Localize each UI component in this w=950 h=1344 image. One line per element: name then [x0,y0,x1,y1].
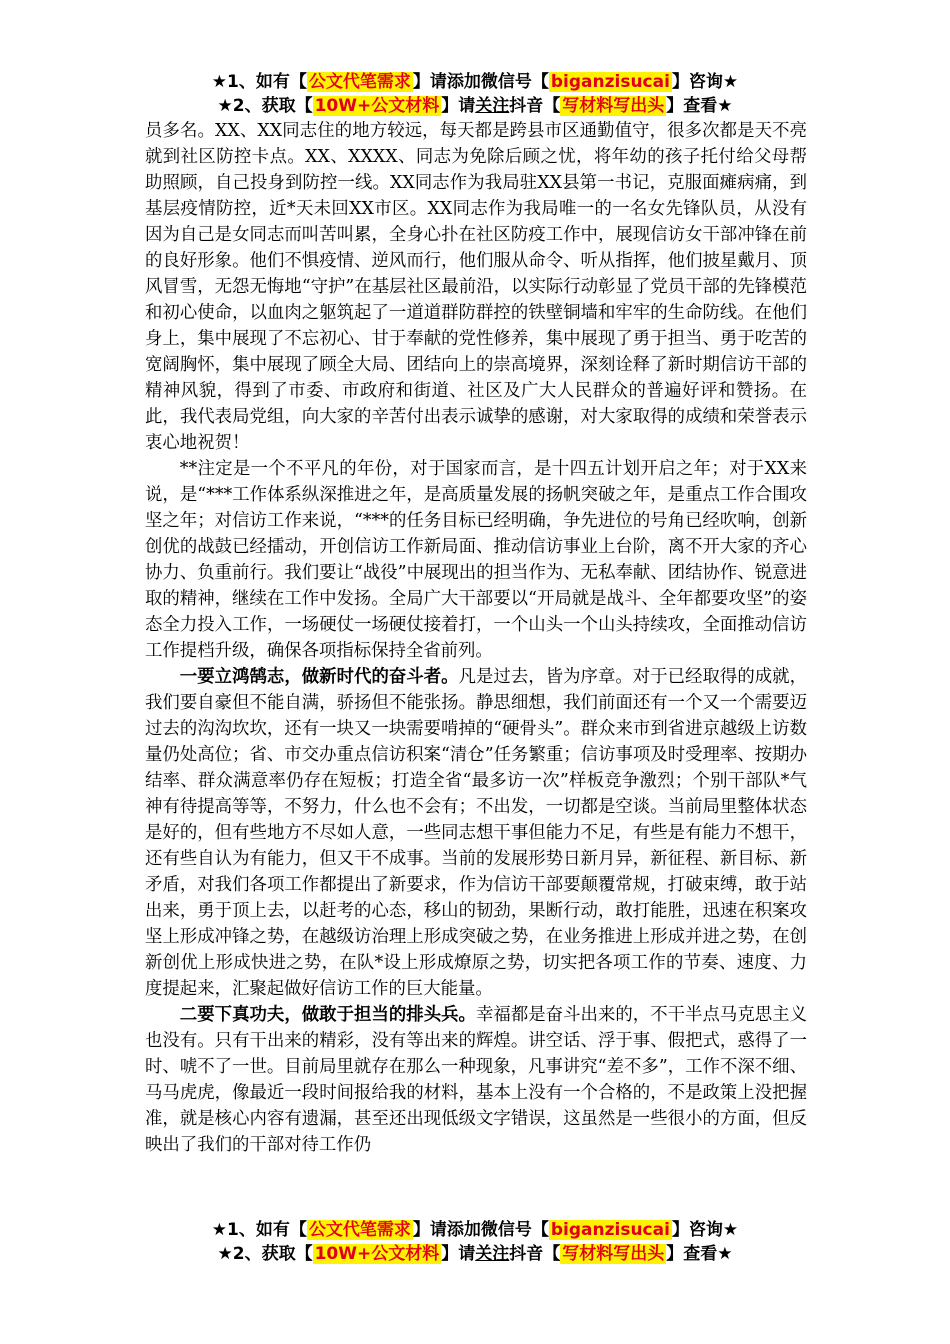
highlight-ghostwriting: 公文代笔需求 [308,1220,411,1240]
paragraph-1: 员多名。XX、XX同志住的地方较远，每天都是跨县市区通勤值守，很多次都是天不亮就到社区防控卡点。XX、XXXX、同志为免除后顾之忧，将年幼的孩子托付给父母帮助照顾，自己投身到防控一线。XX同志作为我局驻XX县第一书记，克服面瘫病痛，到基层疫情防控，近*天未回XX市区。XX同志作为我局唯一的一名女先锋队员，从没有因为自己是女同志而叫苦叫累，全身心扑在社区防疫工作中，展现信访女干部冲锋在前的良好形象。他们不惧疫情、逆风而行，他们服从命令、听从指挥，他们披星戴月、顶风冒雪，无怨无悔地“守护”在基层社区最前沿，以实际行动彰显了党员干部的先锋模范和初心使命，以血肉之躯筑起了一道道群防群控的铁壁铜墙和牢牢的生命防线。在他们身上，集中展现了不忘初心、甘于奉献的党性修养，集中展现了勇于担当、勇于吃苦的宽阔胸怀，集中展现了顾全大局、团结向上的崇高境界，深刻诠释了新时期信访干部的精神风貌，得到了市委、市政府和街道、社区及广大人民群众的普遍好评和赞扬。在此，我代表局党组，向大家的辛苦付出表示诚挚的感谢，对大家取得的成绩和荣誉表示衷心地祝贺！ [145,121,807,453]
banner-line-2: ★2、获取【 10W+公文材料 】请关注抖音【 写材料写出头 】查看★ [217,1244,733,1264]
banner-line-1: ★1、如有【 公文代笔需求 】请添加微信号【 biganzisucai 】咨询★ [211,72,739,92]
banner-line-1: ★1、如有【 公文代笔需求 】请添加微信号【 biganzisucai 】咨询★ [211,1220,739,1240]
banner-line-2: ★2、获取【 10W+公文材料 】请关注抖音【 写材料写出头 】查看★ [217,96,733,116]
highlight-douyin-account: 写材料写出头 [562,1244,665,1264]
bottom-banner [0,1218,950,1266]
highlight-douyin-account: 写材料写出头 [562,96,665,116]
highlight-wechat-id: biganzisucai [550,1220,670,1240]
highlight-materials: 10W+公文材料 [314,1244,440,1264]
follow-text: 关注 [475,1244,510,1264]
highlight-ghostwriting: 公文代笔需求 [308,72,411,92]
paragraph-4: 二要下真功夫，做敢于担当的排头兵。幸福都是奋斗出来的，不干半点马克思主义也没有。只有干出来的精彩，没有等出来的辉煌。讲空话、浮于事、假把式，惑得了一时、唬不了一世。目前局里就存在那么一种现象，凡事讲究“差不多”，工作不深不细、马马虎虎，像最近一段时间报给我的材料，基本上没有一个合格的，不是政策上没把握准，就是核心内容有遗漏，甚至还出现低级文字错误，这虽然是一些很小的方面，但反映出了我们的干部对待工作仍 [145,1005,807,1155]
paragraph-2: **注定是一个不平凡的年份，对于国家而言，是十四五计划开启之年；对于XX来说，是“***工作体系纵深推进之年，是高质量发展的扬帆突破之年，是重点工作合围攻坚之年；对信访工作来说，“***的任务目标已经明确，争先进位的号角已经吹响，创新创优的战鼓已经擂动，开创信访工作新局面、推动信访事业上台阶，离不开大家的齐心协力、负重前行。我们要让“战役”中展现出的担当作为、无私奉献、团结协作、锐意进取的精神，继续在工作中发扬。全局广大干部要以“开局就是战斗、全年都要攻坚”的姿态全力投入工作，一场硬仗一场硬仗接着打，一个山头一个山头持续攻，全面推动信访工作提档升级，确保各项指标保持全省前列。 [145,459,807,661]
section-heading-2: 二要下真功夫，做敢于担当的排头兵。 [179,1005,476,1025]
section-heading-1: 一要立鸿鹄志，做新时代的奋斗者。 [179,667,459,687]
paragraph-3: 一要立鸿鹄志，做新时代的奋斗者。凡是过去，皆为序章。对于已经取得的成就，我们要自豪但不能自满，骄扬但不能张扬。静思细想，我们前面还有一个又一个需要迈过去的沟沟坎坎，还有一块又一块需要啃掉的“硬骨头”。群众来市到省进京越级上访数量仍处高位；省、市交办重点信访积案“清仓”任务繁重；信访事项及时受理率、按期办结率、群众满意率仍存在短板；打造全省“最多访一次”样板竞争激烈；个别干部队*气神有待提高等等，不努力，什么也不会有；不出发，一切都是空谈。当前局里整体状态是好的，但有些地方不尽如人意，一些同志想干事但能力不足，有些是有能力不想干，还有些自认为有能力，但又干不成事。当前的发展形势日新月异，新征程、新目标、新矛盾，对我们各项工作都提出了新要求，作为信访干部要颠覆常规，打破束缚，敢于站出来，勇于顶上去，以赶考的心态，移山的韧劲，果断行动，敢打能胜，迅速在积案攻坚上形成冲锋之势，在越级访治理上形成突破之势，在业务推进上形成并进之势，在创新创优上形成快进之势，在队*设上形成燎原之势，切实把各项工作的节奏、速度、力度提起来，汇聚起做好信访工作的巨大能量。 [145,667,807,999]
top-banner [0,70,950,118]
document-body [145,118,807,1158]
highlight-materials: 10W+公文材料 [314,96,440,116]
highlight-wechat-id: biganzisucai [550,72,670,92]
follow-text: 关注 [475,96,510,116]
